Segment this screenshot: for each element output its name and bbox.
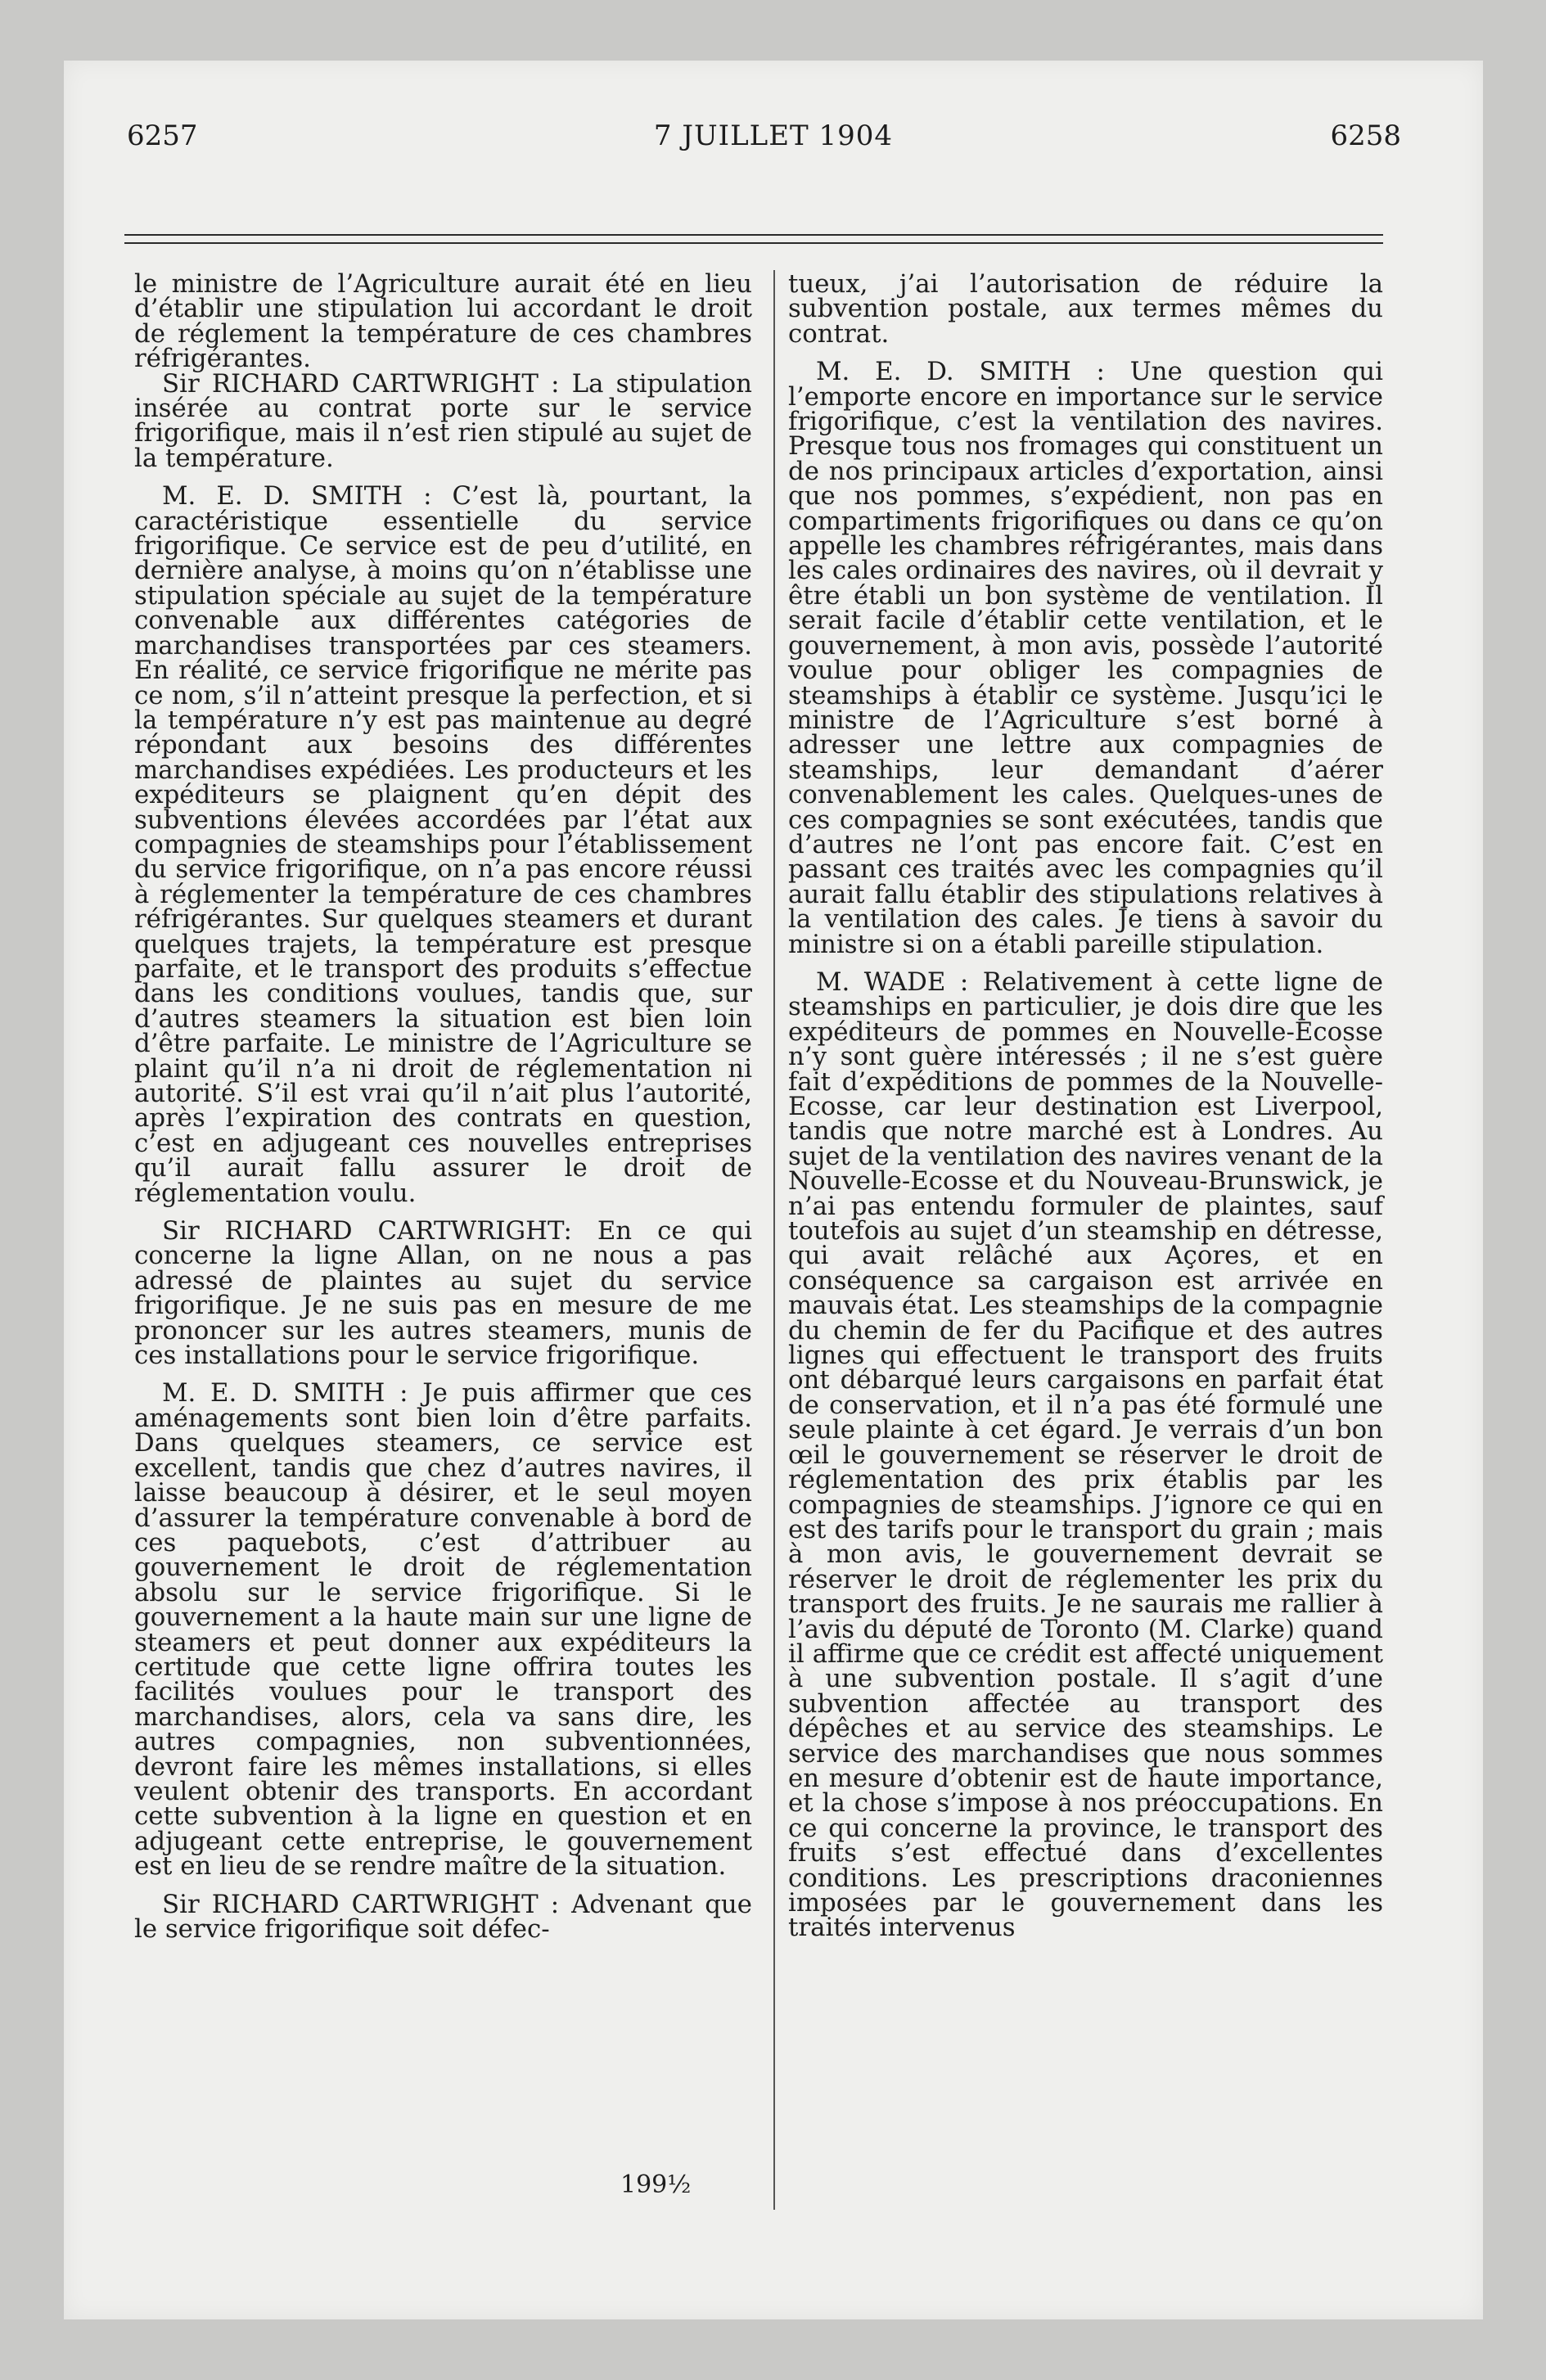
header-rule-bottom xyxy=(124,242,1383,244)
right-column xyxy=(788,269,1383,1943)
paragraph: Sir RICHARD CARTWRIGHT: En ce qui concerne la ligne Allan, on ne nous a pas adressé de plaintes au sujet du service frigorifique. Je ne suis pas en mesure de me prononcer sur les autres steamers, munis de ces installations pour le service frigorifique. xyxy=(134,1216,752,1371)
paragraph: M. E. D. SMITH : Je puis affirmer que ces aménagements sont bien loin d’être parfaits. Dans quelques steamers, ce service est excellent, tandis que chez d’autres navires, il laisse beaucoup à désirer, et le seul moyen d’assurer la température convenable à bord de ces paquebots, c’est d’attribuer au gouvernement le droit de réglementation absolu sur le service frigorifique. Si le gouvernement a la haute main sur une ligne de steamers et peut donner aux expéditeurs la certitude que cette ligne offrira toutes les facilités voulues pour le transport des marchandises, alors, cela va sans dire, les autres compagnies, non subventionnées, devront faire les mêmes installations, si elles veulent obtenir des transports. En accordant cette subvention à la ligne en question et en adjugeant cette entreprise, le gouvernement est en lieu de se rendre maître de la situation. xyxy=(134,1378,752,1882)
paragraph: Sir RICHARD CARTWRIGHT : La stipulation insérée au contrat porte sur le service frigorifique, mais il n’est rien stipulé au sujet de la température. xyxy=(134,368,752,473)
page-number-right: 6258 xyxy=(1330,119,1401,152)
page-date: 7 JUILLET 1904 xyxy=(653,119,894,152)
paragraph: le ministre de l’Agriculture aurait été en lieu d’établir une stipulation lui accordant le droit de réglement la température de ces chambres réfrigérantes. xyxy=(134,269,752,374)
paragraph: tueux, j’ai l’autorisation de réduire la subvention postale, aux termes mêmes du contrat. xyxy=(788,269,1383,349)
paragraph: M. WADE : Relativement à cette ligne de steamships en particulier, je dois dire que les expéditeurs de pommes en Nouvelle-Ecosse n’y sont guère intéressés ; il ne s’est guère fait d’expéditions de pommes de la Nouvelle-Ecosse, car leur destination est Liverpool, tandis que notre marché est à Londres. Au sujet de la ventilation des navires venant de la Nouvelle-Ecosse et du Nouveau-Brunswick, je n’ai pas entendu formuler de plaintes, sauf toutefois au sujet d’un steamship en détresse, qui avait relâché aux Açores, et en conséquence sa cargaison est arrivée en mauvais état. Les steamships de la compagnie du chemin de fer du Pacifique et des autres lignes qui effectuent le transport des fruits ont débarqué leurs cargaisons en parfait état de conservation, et il n’a pas été formulé une seule plainte à cet égard. Je verrais d’un bon œil le gouvernement se réserver le droit de réglementation des prix établis par les compagnies de steamships. J’ignore ce qui en est des tarifs pour le transport du grain ; mais à mon avis, le gouvernement devrait se réserver le droit de réglementer les prix du transport des fruits. Je ne saurais me rallier à l’avis du député de Toronto (M. Clarke) quand il affirme que ce crédit est affecté uniquement à une subvention postale. Il s’agit d’une subvention affectée au transport des dépêches et au service des steamships. Le service des marchandises que nous sommes en mesure d’obtenir est de haute importance, et la chose s’impose à nos préoccupations. En ce qui concerne la province, le transport des fruits s’est effectué dans d’excellentes conditions. Les prescriptions draconiennes imposées par le gouvernement dans les traités intervenus xyxy=(788,967,1383,1943)
paragraph: M. E. D. SMITH : C’est là, pourtant, la caractéristique essentielle du service frigorifique. Ce service est de peu d’utilité, en dernière analyse, à moins qu’on n’établisse une stipulation spéciale au sujet de la température convenable aux différentes catégories de marchandises transportées par ces steamers. En réalité, ce service frigorifique ne mérite pas ce nom, s’il n’atteint presque la perfection, et si la température n’y est pas maintenue au degré répondant aux besoins des différentes marchandises expédiées. Les producteurs et les expéditeurs se plaignent qu’en dépit des subventions élevées accordées par l’état aux compagnies de steamships pour l’établissement du service frigorifique, on n’a pas encore réussi à réglementer la température de ces chambres réfrigérantes. Sur quelques steamers et durant quelques trajets, la température est presque parfaite, et le transport des produits s’effectue dans les conditions voulues, tandis que, sur d’autres steamers la situation est bien loin d’être parfaite. Le ministre de l’Agriculture se plaint qu’il n’a ni droit de réglementation ni autorité. S’il est vrai qu’il n’ait plus l’autorité, après l’expiration des contrats en question, c’est en adjugeant ces nouvelles entreprises qu’il aurait fallu assurer le droit de réglementation voulu. xyxy=(134,481,752,1208)
paragraph: Sir RICHARD CARTWRIGHT : Advenant que le service frigorifique soit défec- xyxy=(134,1889,752,1944)
signature-mark: 199½ xyxy=(620,2170,692,2199)
paragraph: M. E. D. SMITH : Une question qui l’emporte encore en importance sur le service frigorifique, c’est la ventilation des navires. Presque tous nos fromages qui constituent un de nos principaux articles d’exportation, ainsi que nos pommes, s’expédient, non pas en compartiments frigorifiques ou dans ce qu’on appelle les chambres réfrigérantes, mais dans les cales ordinaires des navires, où il devrait y être établi un bon système de ventilation. Il serait facile d’établir cette ventilation, et le gouvernement, à mon avis, possède l’autorité voulue pour obliger les compagnies de steamships à établir ce système. Jusqu’ici le ministre de l’Agriculture s’est borné à adresser une lettre aux compagnies de steamships, leur demandant d’aérer convenablement les cales. Quelques-unes de ces compagnies se sont exécutées, tandis que d’autres ne l’ont pas encore fait. C’est en passant ces traités avec les compagnies qu’il aurait fallu établir des stipulations relatives à la ventilation des cales. Je tiens à savoir du ministre si on a établi pareille stipulation. xyxy=(788,357,1383,959)
header-rule-top xyxy=(124,234,1383,236)
page-number-left: 6257 xyxy=(127,119,198,152)
page-header xyxy=(64,119,1483,169)
left-column xyxy=(134,269,752,1944)
column-divider xyxy=(773,270,775,2210)
